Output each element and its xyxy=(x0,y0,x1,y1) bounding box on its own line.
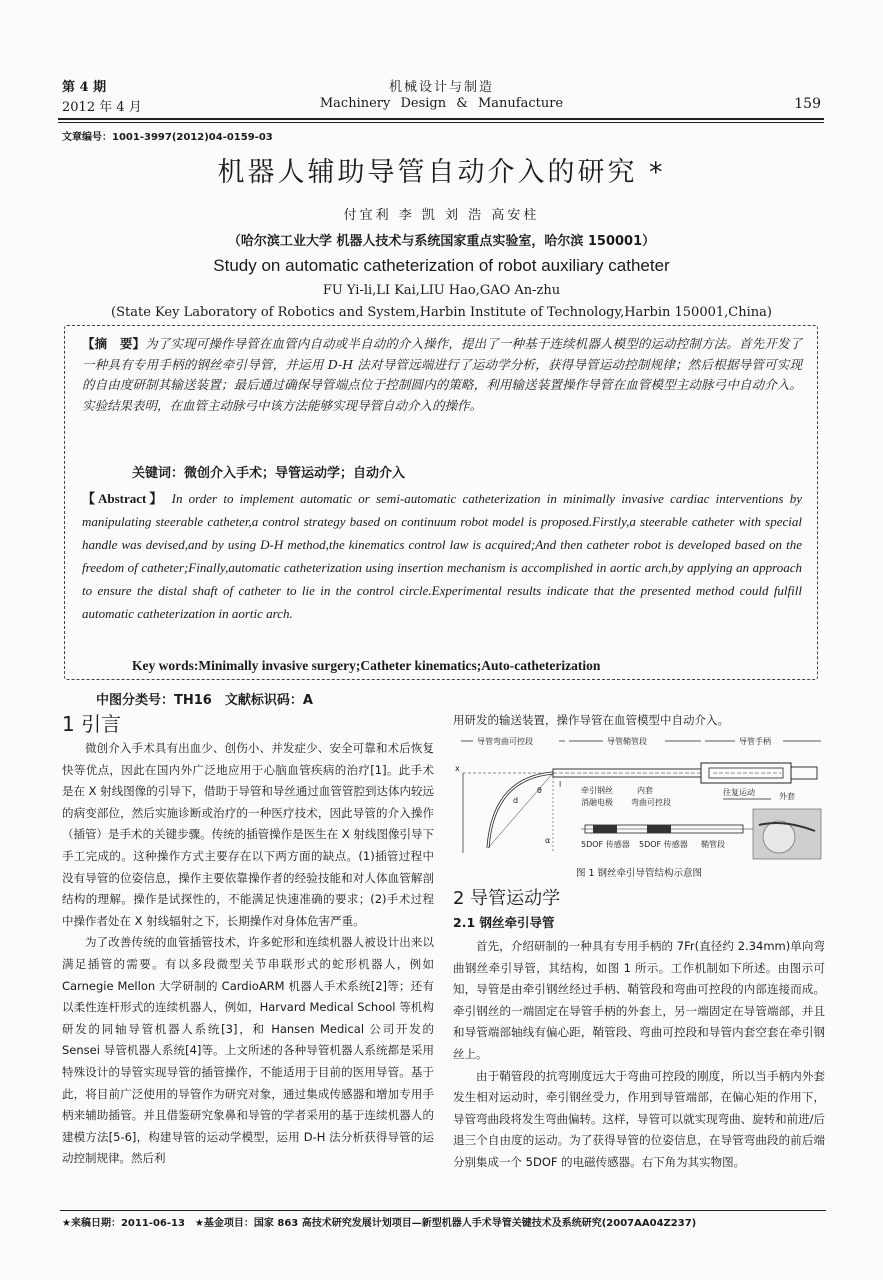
sensor-block xyxy=(593,825,617,833)
figure-1-caption: 图 1 钢丝牵引导管结构示意图 xyxy=(575,868,703,879)
section-1-body xyxy=(62,738,434,1170)
label-sensor-1: 5DOF 传感器 xyxy=(581,840,630,849)
label-bend-control: 弯曲可控段 xyxy=(631,798,671,807)
keywords-cn: 关键词：微创介入手术；导管运动学；自动介入 xyxy=(132,466,406,481)
classification-code: 中图分类号：TH16 文献标识码：A xyxy=(96,693,313,708)
sensor-block xyxy=(647,825,671,833)
abstract-cn xyxy=(82,334,802,416)
section-2-body xyxy=(453,936,825,1174)
page-number: 159 xyxy=(794,96,821,112)
keywords-en: Key words:Minimally invasive surgery;Catheter kinematics;Auto-catheterization xyxy=(132,658,601,673)
paragraph: 微创介入手术具有出血少、创伤小、并发症少、安全可靠和术后恢复快等优点，因此在国内外广泛地应用于心脑血管疾病的治疗[1]。此手术是在 X 射线图像的引导下，借助于导管和导丝通过血管管腔到达体内较远的病变部位，然后实施诊断或治疗的一种医疗技术，因此导管的介入操作（插管）是手术的关键步骤。传统的插管操作是医生在 X 射线图像引导下手工完成的。这种操作方式主要存在以下两方面的缺点。(1)插管过程中没有导管的位姿信息，操作主要依靠操作者的经验技能和对人体血管解剖结构的理解。操作是试探性的，不能满足快速准确的要求；(2)手术过程中操作者处在 X 射线辐射之下，长期操作对身体危害严重。 xyxy=(62,741,434,928)
abstract-en-text: In order to implement automatic or semi-automatic catheterization in minimally invasive cardiac interventions by manipulating steerable catheter,a control strategy based on continuum robot model is proposed.Firstly,a steerable catheter with special handle was devised,and by using D-H method,the kinematics control law is acquired;And then catheter robot is developed based on the freedom of catheter;Finally,automatic catheterization using insertion mechanism is accomplished in aortic arch,by applying an approach to ensure the distal shaft of catheter to lie in the control circle.Experimental results indicate that the presented method could fulfill automatic catheterization in aortic arch. xyxy=(82,491,803,621)
continued-text: 用研发的输送装置，操作导管在血管模型中自动介入。 xyxy=(453,713,729,727)
axis-label-x: x xyxy=(455,764,460,773)
article-number: 文章编号：1001-3997(2012)04-0159-03 xyxy=(62,132,273,143)
label-reciprocating: 往复运动 xyxy=(723,788,755,797)
section-2-heading: 2 导管运动学 xyxy=(453,888,561,909)
paragraph: 由于鞘管段的抗弯刚度远大于弯曲可控段的刚度，所以当手柄内外套发生相对运动时，牵引钢丝受力，作用到导管端部，在偏心矩的作用下，导管弯曲段将发生弯曲偏转。这样，导管可以就实现弯曲、旋转和前进/后退三个自由度的运动。为了获得导管的位姿信息，在导管弯曲段的前后端分别集成一个 5DOF 的电磁传感器。右下角为其实物图。 xyxy=(453,1068,825,1169)
journal-issue: 第 4 期 xyxy=(62,80,107,95)
affiliation-en: (State Key Laboratory of Robotics and System,Harbin Institute of Technology,Harbin 150001,China) xyxy=(111,305,772,320)
abstract-en-label: 【Abstract】 xyxy=(82,491,166,506)
label-sheath-section: 导管鞘管段 xyxy=(607,737,647,746)
figure-1-diagram xyxy=(453,733,825,861)
paper-title-cn: 机器人辅助导管自动介入的研究 * xyxy=(217,157,666,188)
label-pull-wire: 牵引钢丝 xyxy=(581,786,613,795)
header-rule xyxy=(58,118,824,120)
label-bend-section: 导管弯曲可控段 xyxy=(477,737,533,746)
abstract-cn-text: 为了实现可操作导管在血管内自动或半自动的介入操作，提出了一种基于连续机器人模型的运动控制方法。首先开发了一种具有专用手柄的钢丝牵引导管，并运用 D-H 法对导管远端进行了运动学分析，获得导管运动控制规律；然后根据导管可实现的自由度研制其输送装置；最后通过确保导管端点位于控制圆内的策略，利用输送装置操作导管在血管模型主动脉弓中自动介入。实验结果表明，在血管主动脉弓中该方法能够实现导管自动介入的操作。 xyxy=(82,336,802,413)
label-handle: 导管手柄 xyxy=(739,737,771,746)
paragraph: 为了改善传统的血管插管技术，许多蛇形和连续机器人被设计出来以满足插管的需要。有以多段微型关节串联形式的蛇形机器人，例如 Carnegie Mellon 大学研制的 CardioARM 机器人手术系统[2]等；还有以柔性连杆形式的连续机器人，例如，Harvard Medical School 等机构研发的同轴导管机器人系统[3]，和 Hansen Medical 公司开发的 Sensei 导管机器人系统[4]等。上文所述的各种导管机器人系统都是采用特殊设计的导管实现导管的插管操作，不能适用于目前的医用导管。基于此，将目前广泛使用的导管作为研究对象，通过集成传感器和增加专用手柄来辅助插管。并且借鉴研究象鼻和导管的学者采用的基于连续机器人的建模方法[5-6]，构建导管的运动学模型，运用 D-H 法分析获得导管的运动控制规律。然后利 xyxy=(62,935,434,1166)
label-ablation-electrode: 消融电极 xyxy=(581,798,613,807)
symbol-l: l xyxy=(559,780,562,789)
affiliation-cn: （哈尔滨工业大学 机器人技术与系统国家重点实验室，哈尔滨 150001） xyxy=(227,234,656,249)
handle-cap xyxy=(791,767,817,779)
header-rule-thin xyxy=(58,122,824,123)
abstract-en xyxy=(82,487,802,625)
authors-en: FU Yi-li,LI Kai,LIU Hao,GAO An-zhu xyxy=(322,283,561,298)
paragraph: 首先，介绍研制的一种具有专用手柄的 7Fr(直径约 2.34mm)单向弯曲钢丝牵引导管，其结构，如图 1 所示。工作机制如下所述。由图示可知，导管是由牵引钢丝经过手柄、鞘管段和弯曲可控段的内部连接而成。牵引钢丝的一端固定在导管手柄的外套上，另一端固定在导管端部，并且和导管端部轴线有偏心距，鞘管段、弯曲可控段和导管内套空套在牵引钢丝上。 xyxy=(453,939,825,1061)
paper-title-en: Study on automatic catheterization of robot auxiliary catheter xyxy=(213,256,670,275)
footnote-rule xyxy=(60,1210,826,1211)
authors-cn: 付宜利 李 凯 刘 浩 高安柱 xyxy=(343,208,540,223)
label-sheath-short: 鞘管段 xyxy=(701,840,725,849)
section-2-1-heading: 2.1 钢丝牵引导管 xyxy=(453,915,555,930)
abstract-cn-label: 【摘 要】 xyxy=(82,336,146,351)
label-inner-sleeve: 内套 xyxy=(637,786,653,795)
journal-name-cn: 机械设计与制造 xyxy=(388,80,494,95)
symbol-alpha: α xyxy=(545,836,551,845)
section-1-heading: 1 引言 xyxy=(62,712,122,736)
journal-name-en: Machinery Design & Manufacture xyxy=(319,96,564,111)
label-outer-sleeve: 外套 xyxy=(779,792,795,801)
label-sensor-2: 5DOF 传感器 xyxy=(639,840,688,849)
journal-date: 2012 年 4 月 xyxy=(62,100,142,115)
symbol-d: d xyxy=(513,796,519,805)
symbol-theta: θ xyxy=(537,786,542,795)
footnote: ★来稿日期：2011-06-13 ★基金项目：国家 863 高技术研究发展计划项目—新型机器人手术导管关键技术及系统研究(2007AA04Z237) xyxy=(62,1218,697,1229)
